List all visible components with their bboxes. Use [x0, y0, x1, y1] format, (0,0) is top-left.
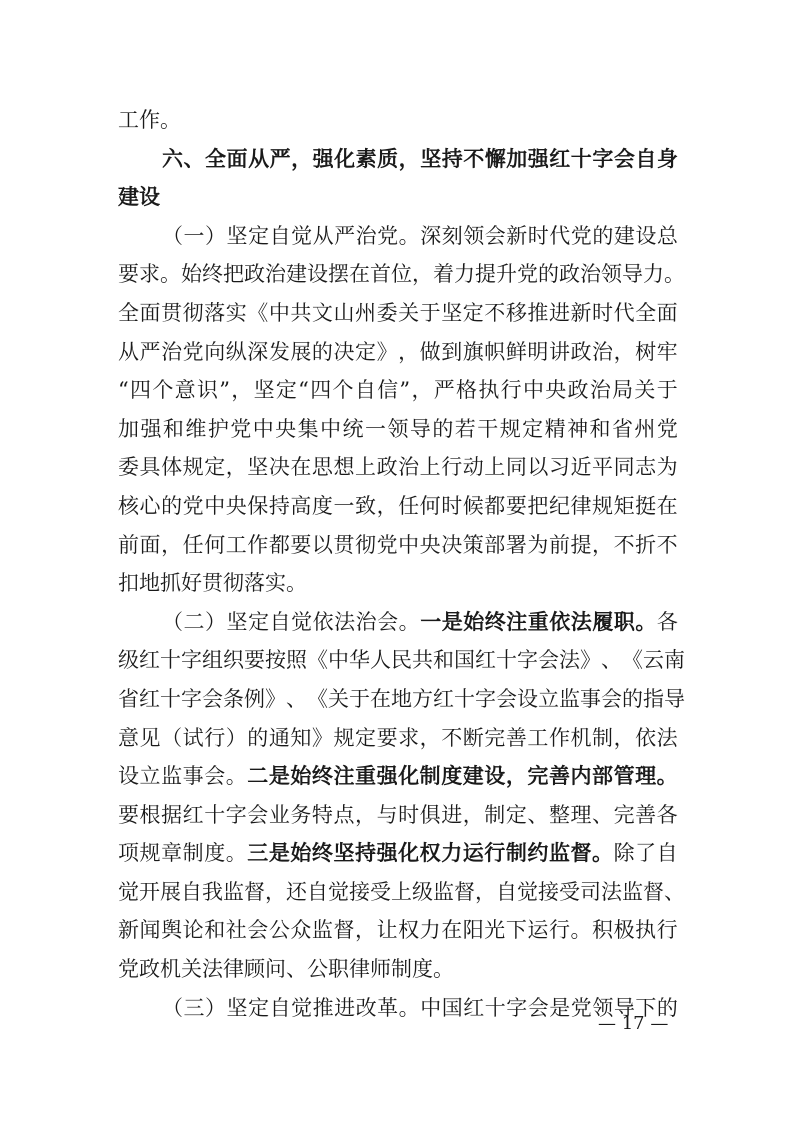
text-line: 设 立 监 事 会 。 二 是 始 终 注 重 强 化 制 度 建 设 ， 完 善 内 部 管 理 。	[118, 764, 678, 789]
text-line: 新 闻 舆 论 和 社 会 公 众 监 督 ， 让 权 力 在 阳 光 下 运 行 。 积 极 执 行	[118, 918, 678, 943]
text-line: 前 面 ， 任 何 工 作 都 要 以 贯 彻 党 中 央 决 策 部 署 为 前 提 ， 不 折 不	[118, 532, 678, 557]
text-line: 觉 开 展 自 我 监 督 ， 还 自 觉 接 受 上 级 监 督 ， 自 觉 接 受 司 法 监 督 、	[118, 879, 685, 904]
text-line: 工 作 。	[118, 108, 181, 132]
text-line: 委 具 体 规 定 ， 坚 决 在 思 想 上 政 治 上 行 动 上 同 以 习 近 平 同 志 为	[118, 455, 678, 480]
text-line: （ 三 ） 坚 定 自 觉 推 进 改 革 。 中 国 红 十 字 会 是 党 领 导 下 的	[162, 995, 678, 1020]
text-line: 意 见 （ 试 行 ） 的 通 知 》 规 定 要 求 ， 不 断 完 善 工 作 机 制 ， 依 法	[118, 725, 678, 750]
text-line: 加 强 和 维 护 党 中 央 集 中 统 一 领 导 的 若 干 规 定 精 神 和 省 州 党	[118, 416, 678, 441]
text-line: 从 严 治 党 向 纵 深 发 展 的 决 定 》 ， 做 到 旗 帜 鲜 明 讲 政 治 ， 树 牢	[118, 339, 678, 364]
text-line: 核 心 的 党 中 央 保 持 高 度 一 致 ， 任 何 时 候 都 要 把 纪 律 规 矩 挺 在	[118, 493, 678, 518]
page-number: — 17 —	[598, 1013, 669, 1034]
text-line: 省 红 十 字 会 条 例 》 、 《 关 于 在 地 方 红 十 字 会 设 立 监 事 会 的 指 导	[118, 686, 685, 711]
text-line: 全 面 贯 彻 落 实 《 中 共 文 山 州 委 关 于 坚 定 不 移 推 进 新 时 代 全 面	[118, 300, 678, 325]
text-line: “ 四 个 意 识 ” ， 坚 定 “ 四 个 自 信 ” ， 严 格 执 行 中 央 政 治 局 关 于	[118, 378, 678, 403]
text-line: 六 、 全 面 从 严 ， 强 化 素 质 ， 坚 持 不 懈 加 强 红 十 字 会 自 身	[162, 146, 678, 171]
text-line: 党 政 机 关 法 律 顾 问 、 公 职 律 师 制 度 。	[118, 957, 454, 982]
text-line: 扣 地 抓 好 贯 彻 落 实 。	[118, 571, 307, 596]
text-line: （ 二 ） 坚 定 自 觉 依 法 治 会 。 一 是 始 终 注 重 依 法 履 职 。 各	[162, 609, 678, 634]
text-line: 建 设	[118, 185, 160, 210]
text-line: 级 红 十 字 组 织 要 按 照 《 中 华 人 民 共 和 国 红 十 字 会 法 》 、 《 云 南	[118, 648, 685, 673]
text-line: （ 一 ） 坚 定 自 觉 从 严 治 党 。 深 刻 领 会 新 时 代 党 的 建 设 总	[162, 223, 678, 248]
text-line: 项 规 章 制 度 。 三 是 始 终 坚 持 强 化 权 力 运 行 制 约 监 督 。 除 了 自	[118, 841, 678, 866]
document-body	[118, 101, 685, 1027]
text-line: 要 求 。 始 终 把 政 治 建 设 摆 在 首 位 ， 着 力 提 升 党 的 政 治 领 导 力 。	[118, 262, 685, 287]
text-line: 要 根 据 红 十 字 会 业 务 特 点 ， 与 时 俱 进 ， 制 定 、 整 理 、 完 善 各	[118, 802, 678, 827]
